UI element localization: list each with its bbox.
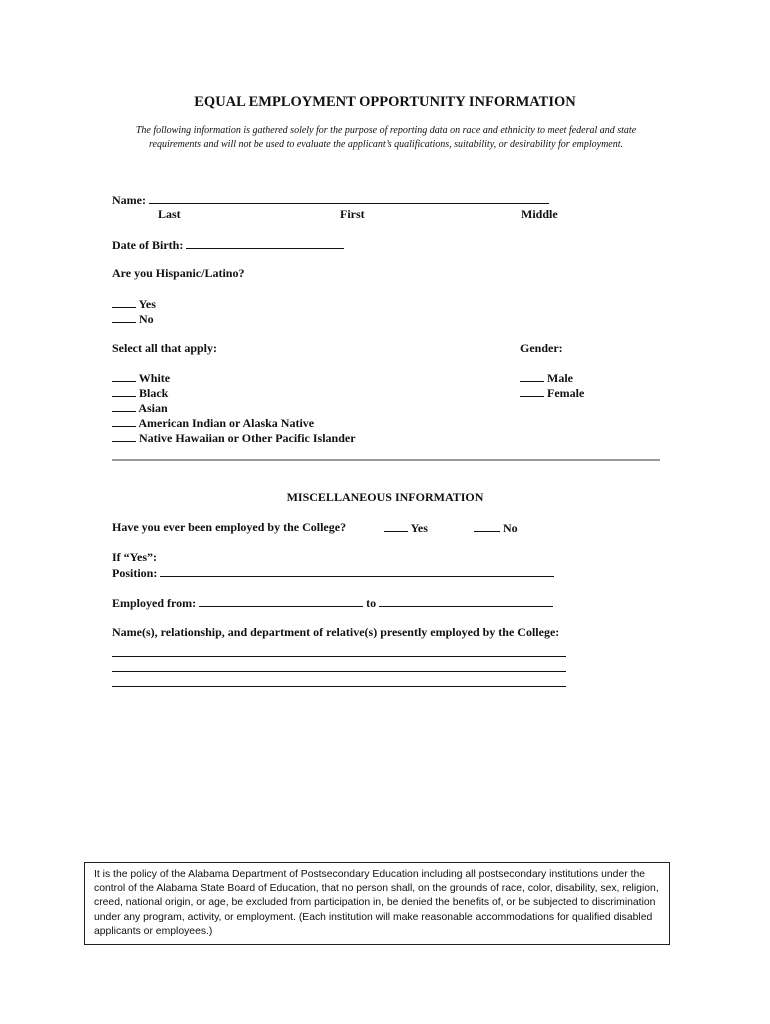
policy-notice: It is the policy of the Alabama Department of Postsecondary Education including all postsecondary institutions under the control of the Alabama State Board of Education, that no person shall, on the grounds of race, color, disability, sex, religion, creed, national origin, or age, be excluded from participation in, be denied the benefits of, or be subjected to discrimination under any program, activity, or employment. (Each institution will make reasonable accommodations for qualified disabled applicants or employees.): [84, 862, 670, 945]
name-field[interactable]: [149, 192, 549, 204]
hispanic-option-no[interactable]: No: [112, 311, 154, 327]
checkbox-line[interactable]: [384, 520, 408, 532]
position-label: Position:: [112, 566, 158, 580]
if-yes-label: If “Yes”:: [112, 550, 157, 564]
gender-option-female[interactable]: Female: [520, 385, 584, 401]
checkbox-line[interactable]: [112, 296, 136, 308]
checkbox-line[interactable]: [112, 415, 136, 427]
name-middle-label: Middle: [521, 207, 558, 221]
race-option-american-indian[interactable]: American Indian or Alaska Native: [112, 415, 314, 431]
employed-question: Have you ever been employed by the College?: [112, 520, 347, 534]
dob-row: [112, 237, 344, 253]
checkbox-line[interactable]: [474, 520, 500, 532]
position-row: [112, 565, 554, 581]
hispanic-option-yes[interactable]: Yes: [112, 296, 156, 312]
employed-option-no[interactable]: No: [474, 520, 518, 536]
employed-from-row: [112, 595, 553, 611]
checkbox-line[interactable]: [520, 385, 544, 397]
employed-from-field[interactable]: [199, 595, 363, 607]
relatives-line-2[interactable]: [112, 671, 566, 672]
page-title: EQUAL EMPLOYMENT OPPORTUNITY INFORMATION: [194, 94, 576, 110]
checkbox-line[interactable]: [112, 311, 136, 323]
checkbox-line[interactable]: [112, 370, 136, 382]
checkbox-line[interactable]: [112, 385, 136, 397]
relatives-line-3[interactable]: [112, 686, 566, 687]
relatives-label: Name(s), relationship, and department of relative(s) presently employed by the College:: [112, 625, 560, 639]
dob-field[interactable]: [186, 237, 344, 249]
relatives-line-1[interactable]: [112, 656, 566, 657]
employed-to-label: to: [366, 596, 377, 610]
hispanic-question: Are you Hispanic/Latino?: [112, 266, 245, 280]
intro-text: The following information is gathered solely for the purpose of reporting data on race and ethnicity to meet federal and state requirements and will not be used to evaluate the applicant’s qualifications, suitability, or desirability for employment.: [135, 125, 637, 150]
gender-label: Gender:: [520, 341, 563, 355]
dob-label: Date of Birth:: [112, 238, 184, 252]
checkbox-line[interactable]: [520, 370, 544, 382]
race-option-asian[interactable]: Asian: [112, 400, 168, 416]
race-label: Select all that apply:: [112, 341, 217, 355]
name-last-label: Last: [158, 207, 181, 221]
employed-option-yes[interactable]: Yes: [384, 520, 428, 536]
misc-title: MISCELLANEOUS INFORMATION: [286, 490, 484, 504]
checkbox-line[interactable]: [112, 430, 136, 442]
race-option-pacific-islander[interactable]: Native Hawaiian or Other Pacific Islander: [112, 430, 356, 446]
employed-to-field[interactable]: [379, 595, 553, 607]
race-option-black[interactable]: Black: [112, 385, 168, 401]
checkbox-line[interactable]: [112, 400, 136, 412]
name-row: [112, 192, 549, 208]
name-label: Name:: [112, 193, 146, 207]
name-first-label: First: [340, 207, 365, 221]
section-divider: [112, 459, 660, 461]
employed-from-label: Employed from:: [112, 596, 197, 610]
gender-option-male[interactable]: Male: [520, 370, 573, 386]
race-option-white[interactable]: White: [112, 370, 170, 386]
position-field[interactable]: [160, 565, 554, 577]
